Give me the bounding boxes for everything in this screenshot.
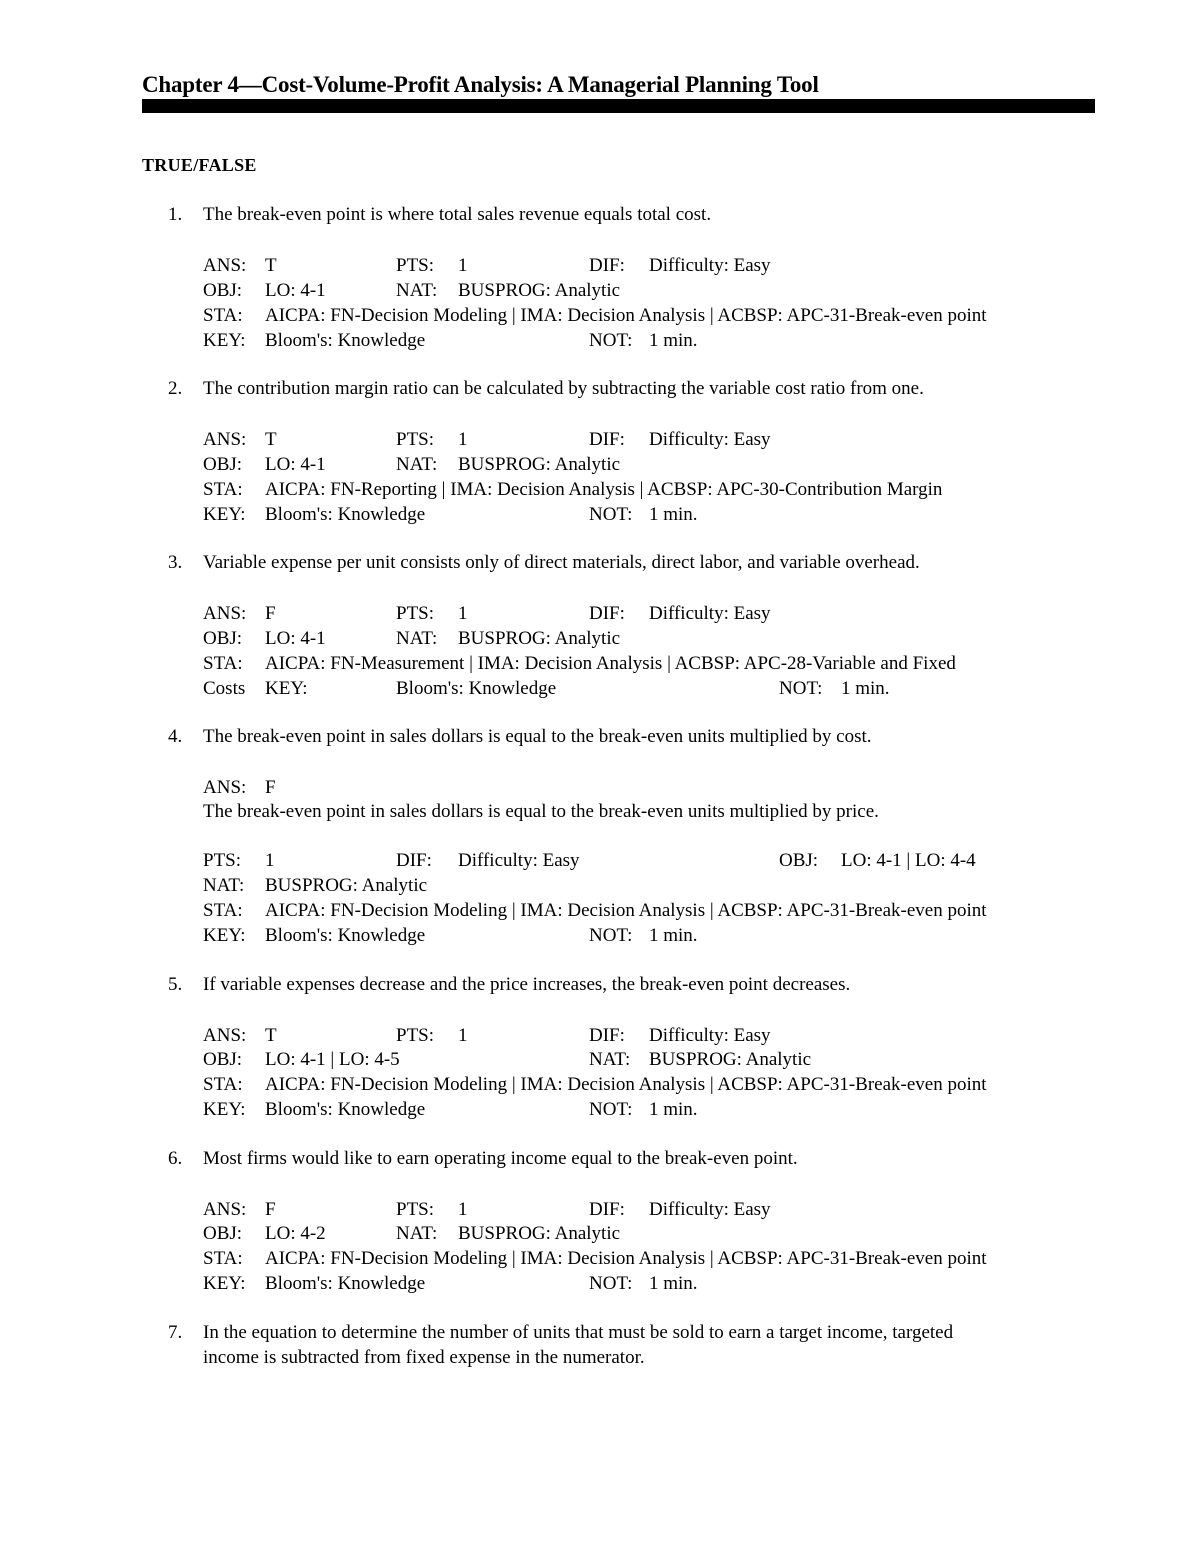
obj-value: LO: 4-1 [265,280,326,301]
objective-row [203,279,1103,304]
nat-value: BUSPROG: Analytic [458,280,621,301]
ans-value: T [265,255,277,276]
question-text: In the equation to determine the number of units that must be sold to earn a target income, targeted [203,1322,954,1343]
ans-label: ANS: [203,1199,247,1220]
key-value: Bloom's: Knowledge [265,1273,426,1294]
not-label: NOT: [589,925,633,946]
pts-label: PTS: [396,429,435,450]
not-value: 1 min. [649,1273,698,1294]
standards-row [203,1247,1103,1272]
pts-label: PTS: [396,1199,435,1220]
standards-row [203,1073,1103,1098]
pts-label: PTS: [396,1025,435,1046]
answer-explanation: The break-even point in sales dollars is equal to the break-even units multiplied by price. [203,801,879,822]
key-value: Bloom's: Knowledge [265,925,426,946]
pts-value: 1 [265,850,275,871]
dif-value: Difficulty: Easy [649,1025,771,1046]
ans-label: ANS: [203,429,247,450]
obj-value: LO: 4-1 | LO: 4-5 [265,1049,400,1070]
dif-label: DIF: [589,603,625,624]
sta-value: AICPA: FN-Reporting | IMA: Decision Analysis | ACBSP: APC-30-Contribution Margin [265,479,943,500]
question-number: 5. [168,974,183,995]
pts-value: 1 [458,1199,468,1220]
title-rule [142,99,1095,113]
pts-label: PTS: [203,850,242,871]
objective-row [203,1222,1103,1247]
question-text: The break-even point in sales dollars is equal to the break-even units multiplied by cost. [203,726,872,747]
dif-value: Difficulty: Easy [649,1199,771,1220]
obj-value: LO: 4-1 [265,628,326,649]
objective-row [203,627,1103,652]
question-text: If variable expenses decrease and the price increases, the break-even point decreases. [203,974,851,995]
explanation-row [203,800,1103,825]
question-text: The contribution margin ratio can be calculated by subtracting the variable cost ratio from one. [203,378,924,399]
key-label: KEY: [203,330,246,351]
sta-value: AICPA: FN-Decision Modeling | IMA: Decision Analysis | ACBSP: APC-31-Break-even point [265,305,987,326]
objective-row [203,1048,1103,1073]
question-text: Variable expense per unit consists only of direct materials, direct labor, and variable overhead. [203,552,920,573]
standards-row [203,304,1103,329]
pts-value: 1 [458,1025,468,1046]
nat-label: NAT: [396,1223,438,1244]
sta-label: STA: [203,305,243,326]
not-value: 1 min. [841,678,890,699]
obj-label: OBJ: [203,1223,243,1244]
question-text: Most firms would like to earn operating income equal to the break-even point. [203,1148,798,1169]
dif-value: Difficulty: Easy [649,255,771,276]
answer-row [203,602,1103,627]
nat-label: NAT: [396,454,438,475]
ans-value: F [265,603,276,624]
question-number: 1. [168,204,183,225]
ans-label: ANS: [203,255,247,276]
obj-label: OBJ: [203,628,243,649]
dif-label: DIF: [589,429,625,450]
sta-value: AICPA: FN-Measurement | IMA: Decision Analysis | ACBSP: APC-28-Variable and Fixed [265,653,956,674]
pts-label: PTS: [396,255,435,276]
not-label: NOT: [589,504,633,525]
question-number: 7. [168,1322,183,1343]
key-row [203,677,1103,702]
ans-value: F [265,777,276,798]
question-number: 4. [168,726,183,747]
question-number: 2. [168,378,183,399]
pts-value: 1 [458,603,468,624]
question-text: The break-even point is where total sales revenue equals total cost. [203,204,712,225]
points-row [203,849,1103,874]
sta-value: AICPA: FN-Decision Modeling | IMA: Decision Analysis | ACBSP: APC-31-Break-even point [265,900,987,921]
obj-label: OBJ: [779,850,819,871]
nat-value: BUSPROG: Analytic [649,1049,812,1070]
sta-label: STA: [203,1248,243,1269]
dif-label: DIF: [589,255,625,276]
obj-label: OBJ: [203,454,243,475]
obj-label: OBJ: [203,1049,243,1070]
ans-value: T [265,429,277,450]
pts-value: 1 [458,255,468,276]
dif-label: DIF: [589,1025,625,1046]
dif-value: Difficulty: Easy [458,850,580,871]
ans-label: ANS: [203,1025,247,1046]
answer-row [203,776,1103,801]
ans-value: F [265,1199,276,1220]
answer-row [203,1024,1103,1049]
sta-label: STA: [203,1074,243,1095]
sta-label: STA: [203,653,243,674]
key-value: Bloom's: Knowledge [265,504,426,525]
nat-label: NAT: [396,280,438,301]
nat-value: BUSPROG: Analytic [458,628,621,649]
not-label: NOT: [589,330,633,351]
key-value: Bloom's: Knowledge [396,678,557,699]
nat-row [203,874,1103,899]
key-row [203,1272,1103,1297]
key-label: KEY: [265,678,308,699]
dif-value: Difficulty: Easy [649,429,771,450]
key-value: Bloom's: Knowledge [265,1099,426,1120]
key-value: Bloom's: Knowledge [265,330,426,351]
objective-row [203,453,1103,478]
ans-label: ANS: [203,603,247,624]
section-heading: TRUE/FALSE [142,155,257,175]
nat-value: BUSPROG: Analytic [265,875,428,896]
nat-label: NAT: [589,1049,631,1070]
standards-row [203,478,1103,503]
dif-value: Difficulty: Easy [649,603,771,624]
standards-row [203,899,1103,924]
sta-value: AICPA: FN-Decision Modeling | IMA: Decision Analysis | ACBSP: APC-31-Break-even point [265,1248,987,1269]
dif-label: DIF: [396,850,432,871]
standards-row [203,652,1103,677]
ans-value: T [265,1025,277,1046]
costs-wrap: Costs [203,678,246,699]
not-label: NOT: [589,1273,633,1294]
question-text-continued: income is subtracted from fixed expense in the numerator. [203,1347,645,1368]
key-row [203,329,1103,354]
not-value: 1 min. [649,504,698,525]
answer-row [203,428,1103,453]
key-label: KEY: [203,504,246,525]
nat-label: NAT: [203,875,245,896]
ans-label: ANS: [203,777,247,798]
question-number: 6. [168,1148,183,1169]
not-value: 1 min. [649,1099,698,1120]
key-label: KEY: [203,1273,246,1294]
not-value: 1 min. [649,330,698,351]
obj-value: LO: 4-1 | LO: 4-4 [841,850,976,871]
page-title: Chapter 4—Cost-Volume-Profit Analysis: A Managerial Planning Tool [142,72,819,97]
question-number: 3. [168,552,183,573]
sta-label: STA: [203,900,243,921]
answer-row [203,254,1103,279]
key-row [203,924,1103,949]
nat-value: BUSPROG: Analytic [458,1223,621,1244]
nat-label: NAT: [396,628,438,649]
sta-label: STA: [203,479,243,500]
sta-value: AICPA: FN-Decision Modeling | IMA: Decision Analysis | ACBSP: APC-31-Break-even point [265,1074,987,1095]
obj-value: LO: 4-2 [265,1223,326,1244]
key-label: KEY: [203,1099,246,1120]
obj-label: OBJ: [203,280,243,301]
key-row [203,1098,1103,1123]
not-label: NOT: [779,678,823,699]
answer-row [203,1198,1103,1223]
dif-label: DIF: [589,1199,625,1220]
obj-value: LO: 4-1 [265,454,326,475]
key-row [203,503,1103,528]
key-label: KEY: [203,925,246,946]
not-value: 1 min. [649,925,698,946]
nat-value: BUSPROG: Analytic [458,454,621,475]
not-label: NOT: [589,1099,633,1120]
pts-value: 1 [458,429,468,450]
pts-label: PTS: [396,603,435,624]
